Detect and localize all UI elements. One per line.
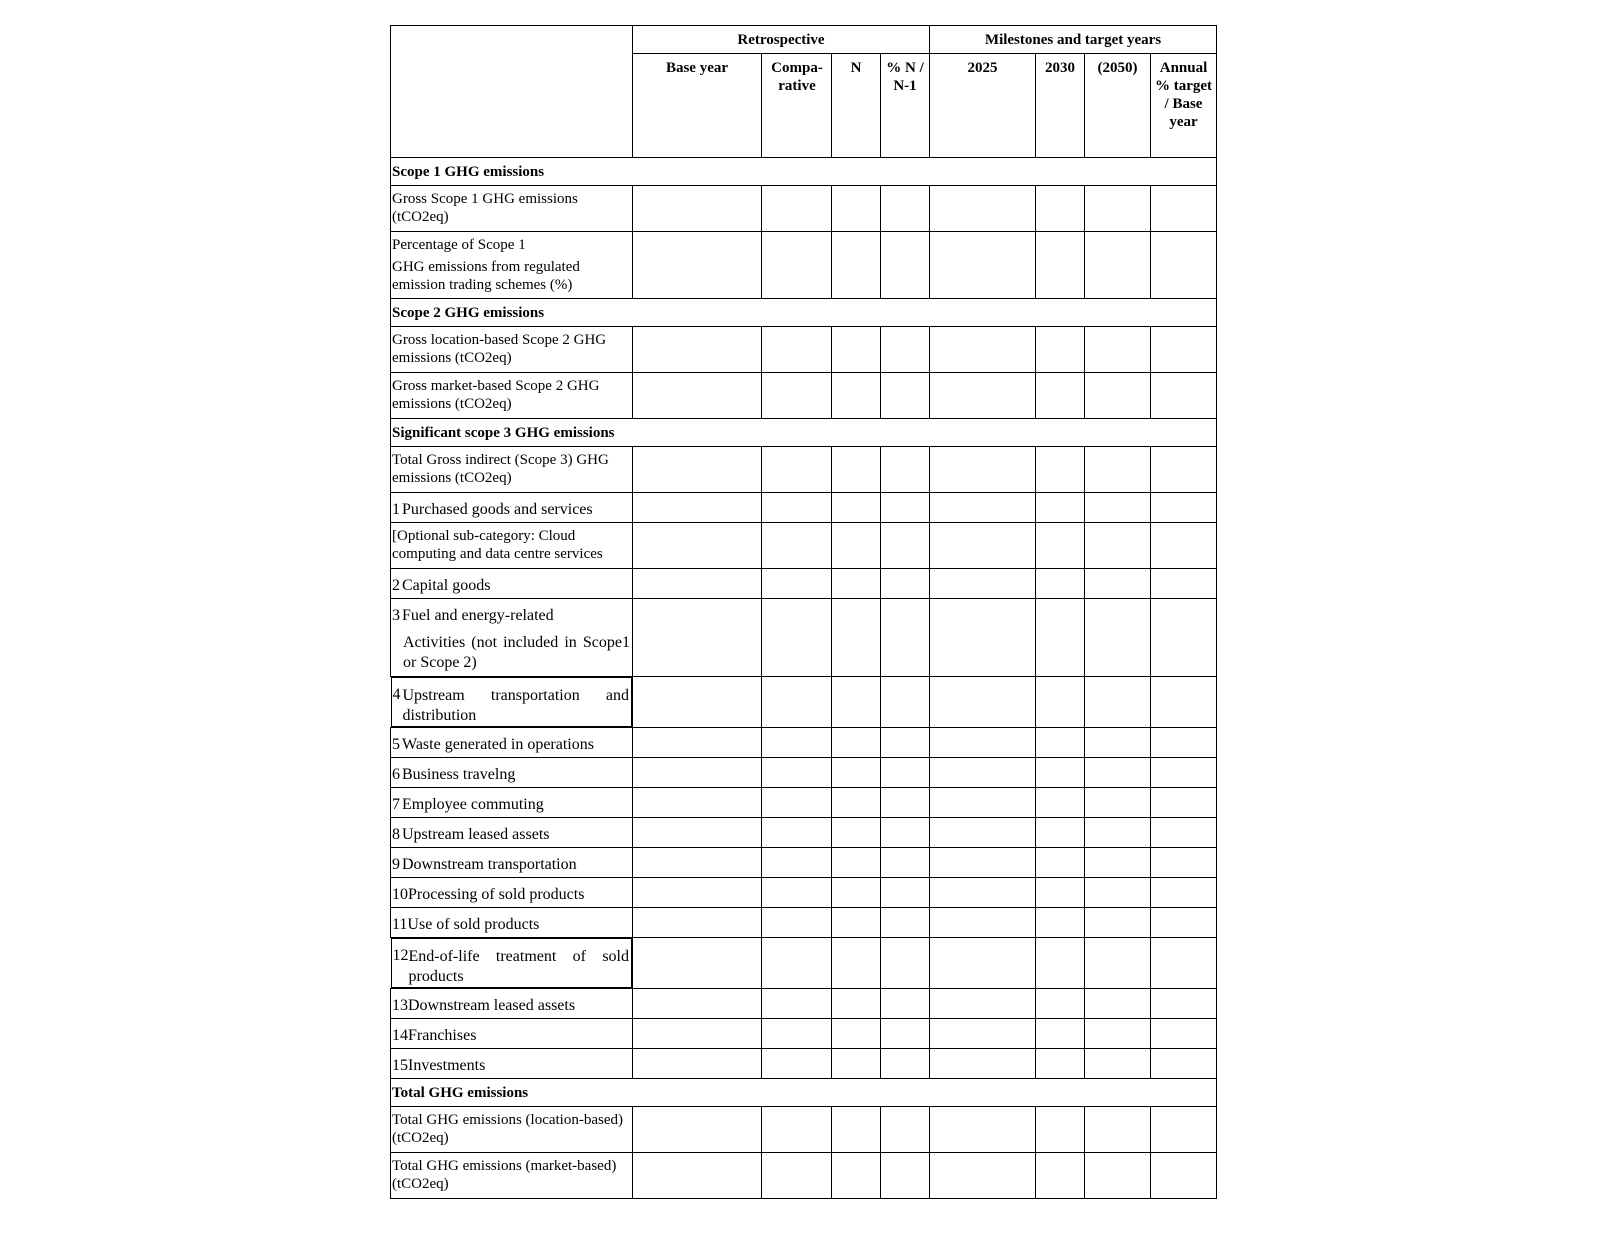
empty-data-cell <box>1085 788 1151 818</box>
group-milestones: Milestones and target years <box>930 26 1217 54</box>
col-base-year: Base year <box>633 54 762 158</box>
empty-data-cell <box>1151 523 1217 569</box>
empty-data-cell <box>1151 908 1217 938</box>
empty-data-cell <box>762 447 832 493</box>
empty-data-cell <box>1036 493 1085 523</box>
empty-data-cell <box>881 848 930 878</box>
category-label: Business travelng <box>402 766 516 783</box>
empty-data-cell <box>633 818 762 848</box>
empty-data-cell <box>762 327 832 373</box>
category-label: Downstream leased assets <box>408 997 576 1014</box>
empty-data-cell <box>881 677 930 728</box>
category-1 <box>391 493 633 523</box>
empty-data-cell <box>930 788 1036 818</box>
category-label: Fuel and energy-related <box>402 607 554 624</box>
empty-data-cell <box>881 938 930 989</box>
empty-data-cell <box>832 758 881 788</box>
empty-data-cell <box>1151 788 1217 818</box>
section-scope1: Scope 1 GHG emissions <box>391 158 1217 186</box>
empty-data-cell <box>1036 989 1085 1019</box>
empty-data-cell <box>930 758 1036 788</box>
empty-data-cell <box>633 758 762 788</box>
empty-data-cell <box>762 938 832 989</box>
empty-data-cell <box>1036 818 1085 848</box>
empty-data-cell <box>633 232 762 299</box>
empty-data-cell <box>1151 878 1217 908</box>
empty-data-cell <box>1085 989 1151 1019</box>
category-label: Purchased goods and services <box>402 501 593 518</box>
empty-data-cell <box>1036 232 1085 299</box>
empty-data-cell <box>1151 1019 1217 1049</box>
empty-data-cell <box>1036 327 1085 373</box>
empty-data-cell <box>1036 599 1085 677</box>
empty-data-cell <box>1151 373 1217 419</box>
empty-data-cell <box>762 1153 832 1199</box>
empty-data-cell <box>762 908 832 938</box>
category-number: 10 <box>392 886 408 903</box>
empty-data-cell <box>1151 677 1217 728</box>
empty-data-cell <box>832 599 881 677</box>
category-number: 6 <box>392 766 400 783</box>
empty-data-cell <box>1036 1107 1085 1153</box>
empty-data-cell <box>832 677 881 728</box>
empty-data-cell <box>1151 493 1217 523</box>
empty-data-cell <box>1036 788 1085 818</box>
section-total: Total GHG emissions <box>391 1079 1217 1107</box>
empty-data-cell <box>881 728 930 758</box>
category-number: 5 <box>392 736 400 753</box>
empty-data-cell <box>633 938 762 989</box>
empty-data-cell <box>930 989 1036 1019</box>
col-2050: (2050) <box>1085 54 1151 158</box>
category-number: 8 <box>392 826 400 843</box>
empty-data-cell <box>1085 569 1151 599</box>
empty-data-cell <box>881 493 930 523</box>
category-14 <box>391 1019 633 1049</box>
empty-data-cell <box>633 447 762 493</box>
empty-data-cell <box>930 1049 1036 1079</box>
category-6 <box>391 758 633 788</box>
empty-data-cell <box>633 677 762 728</box>
empty-data-cell <box>762 788 832 818</box>
empty-data-cell <box>930 569 1036 599</box>
empty-data-cell <box>762 728 832 758</box>
empty-data-cell <box>633 1107 762 1153</box>
empty-data-cell <box>881 788 930 818</box>
col-n: N <box>832 54 881 158</box>
empty-data-cell <box>881 818 930 848</box>
row-location-scope2: Gross location-based Scope 2 GHG emissions (tCO2eq) <box>391 327 633 373</box>
empty-data-cell <box>832 493 881 523</box>
empty-data-cell <box>1151 232 1217 299</box>
empty-data-cell <box>762 569 832 599</box>
empty-data-cell <box>1036 186 1085 232</box>
category-13 <box>391 989 633 1019</box>
empty-data-cell <box>762 186 832 232</box>
empty-data-cell <box>832 569 881 599</box>
category-label: Capital goods <box>402 577 491 594</box>
category-label-cont: Activities (not included in Scope1 or Scope 2) <box>403 634 630 671</box>
empty-data-cell <box>930 186 1036 232</box>
empty-data-cell <box>881 186 930 232</box>
empty-data-cell <box>1085 848 1151 878</box>
empty-data-cell <box>762 989 832 1019</box>
empty-data-cell <box>1151 818 1217 848</box>
empty-data-cell <box>881 908 930 938</box>
empty-data-cell <box>1085 908 1151 938</box>
empty-data-cell <box>633 878 762 908</box>
category-label: End-of-life treatment of sold products <box>408 948 629 985</box>
empty-data-cell <box>881 1107 930 1153</box>
empty-data-cell <box>633 908 762 938</box>
category-11 <box>391 908 633 938</box>
category-label: Downstream transportation <box>402 856 577 873</box>
empty-data-cell <box>762 523 832 569</box>
col-comparative <box>762 54 832 158</box>
empty-data-cell <box>1151 758 1217 788</box>
category-label: Use of sold products <box>407 916 540 933</box>
empty-data-cell <box>1036 878 1085 908</box>
empty-data-cell <box>633 327 762 373</box>
category-10 <box>391 878 633 908</box>
col-2030: 2030 <box>1036 54 1085 158</box>
empty-data-cell <box>832 989 881 1019</box>
empty-data-cell <box>832 1019 881 1049</box>
category-label: Employee commuting <box>402 796 544 813</box>
empty-data-cell <box>1036 523 1085 569</box>
empty-data-cell <box>881 1019 930 1049</box>
empty-data-cell <box>1036 728 1085 758</box>
category-15 <box>391 1049 633 1079</box>
empty-data-cell <box>832 447 881 493</box>
empty-data-cell <box>633 728 762 758</box>
empty-data-cell <box>1085 493 1151 523</box>
empty-data-cell <box>881 327 930 373</box>
category-label: Upstream transportation and distribution <box>402 687 629 724</box>
empty-data-cell <box>1151 728 1217 758</box>
category-4 <box>391 677 633 727</box>
empty-data-cell <box>762 373 832 419</box>
empty-data-cell <box>633 1049 762 1079</box>
empty-data-cell <box>1085 878 1151 908</box>
empty-data-cell <box>633 569 762 599</box>
empty-data-cell <box>762 599 832 677</box>
empty-data-cell <box>930 523 1036 569</box>
empty-data-cell <box>832 938 881 989</box>
empty-data-cell <box>762 1019 832 1049</box>
empty-data-cell <box>1151 599 1217 677</box>
category-label: Investments <box>408 1057 486 1074</box>
empty-data-cell <box>881 1153 930 1199</box>
empty-data-cell <box>633 989 762 1019</box>
category-number: 9 <box>392 856 400 873</box>
empty-data-cell <box>832 1153 881 1199</box>
empty-data-cell <box>1036 677 1085 728</box>
empty-data-cell <box>930 677 1036 728</box>
empty-data-cell <box>1151 186 1217 232</box>
section-scope3: Significant scope 3 GHG emissions <box>391 419 1217 447</box>
empty-data-cell <box>633 788 762 818</box>
empty-data-cell <box>633 493 762 523</box>
row-gross-scope1: Gross Scope 1 GHG emissions (tCO2eq) <box>391 186 633 232</box>
empty-data-cell <box>762 818 832 848</box>
empty-data-cell <box>1036 848 1085 878</box>
empty-data-cell <box>1085 1019 1151 1049</box>
empty-data-cell <box>762 878 832 908</box>
empty-data-cell <box>881 447 930 493</box>
empty-data-cell <box>832 848 881 878</box>
row-market-scope2: Gross market-based Scope 2 GHG emissions (tCO2eq) <box>391 373 633 419</box>
empty-data-cell <box>1151 327 1217 373</box>
empty-data-cell <box>832 878 881 908</box>
category-number: 2 <box>392 577 400 594</box>
row-pct-scope1-line1: Percentage of Scope 1 <box>392 237 526 253</box>
category-label: Franchises <box>408 1027 477 1044</box>
empty-data-cell <box>762 1049 832 1079</box>
empty-data-cell <box>881 989 930 1019</box>
category-label: Upstream leased assets <box>402 826 550 843</box>
empty-data-cell <box>930 878 1036 908</box>
empty-data-cell <box>1085 1049 1151 1079</box>
empty-data-cell <box>762 677 832 728</box>
empty-data-cell <box>832 1107 881 1153</box>
category-number: 3 <box>392 607 400 624</box>
empty-data-cell <box>1085 1153 1151 1199</box>
empty-data-cell <box>930 447 1036 493</box>
empty-data-cell <box>832 908 881 938</box>
empty-data-cell <box>881 373 930 419</box>
empty-data-cell <box>1151 569 1217 599</box>
col-annual-target: Annual % target / Base year <box>1151 54 1217 158</box>
row-optional-subcategory: [Optional sub-category: Cloud computing and data centre services <box>391 523 633 569</box>
category-3 <box>391 599 633 677</box>
empty-data-cell <box>633 186 762 232</box>
empty-data-cell <box>881 523 930 569</box>
empty-data-cell <box>1085 232 1151 299</box>
empty-data-cell <box>1151 848 1217 878</box>
empty-data-cell <box>1151 989 1217 1019</box>
empty-data-cell <box>633 848 762 878</box>
col-pct-n: % N / N-1 <box>881 54 930 158</box>
category-number: 7 <box>392 796 400 813</box>
col-2025: 2025 <box>930 54 1036 158</box>
empty-data-cell <box>930 818 1036 848</box>
empty-data-cell <box>832 818 881 848</box>
empty-data-cell <box>1085 728 1151 758</box>
row-total-scope3: Total Gross indirect (Scope 3) GHG emissions (tCO2eq) <box>391 447 633 493</box>
empty-data-cell <box>1151 938 1217 989</box>
empty-data-cell <box>1151 447 1217 493</box>
empty-data-cell <box>832 232 881 299</box>
category-9 <box>391 848 633 878</box>
empty-data-cell <box>930 1153 1036 1199</box>
corner-cell <box>391 26 633 158</box>
empty-data-cell <box>1151 1153 1217 1199</box>
empty-data-cell <box>633 1153 762 1199</box>
empty-data-cell <box>832 1049 881 1079</box>
empty-data-cell <box>1036 373 1085 419</box>
empty-data-cell <box>930 728 1036 758</box>
empty-data-cell <box>930 599 1036 677</box>
empty-data-cell <box>1085 938 1151 989</box>
empty-data-cell <box>930 327 1036 373</box>
empty-data-cell <box>1036 447 1085 493</box>
empty-data-cell <box>762 493 832 523</box>
empty-data-cell <box>1036 569 1085 599</box>
empty-data-cell <box>762 1107 832 1153</box>
empty-data-cell <box>832 186 881 232</box>
empty-data-cell <box>1085 447 1151 493</box>
empty-data-cell <box>762 848 832 878</box>
category-12 <box>391 938 633 988</box>
category-number: 15 <box>392 1057 408 1074</box>
empty-data-cell <box>930 493 1036 523</box>
empty-data-cell <box>1036 1019 1085 1049</box>
empty-data-cell <box>1085 373 1151 419</box>
category-number: 13 <box>392 997 408 1014</box>
empty-data-cell <box>930 232 1036 299</box>
empty-data-cell <box>633 599 762 677</box>
category-2 <box>391 569 633 599</box>
empty-data-cell <box>881 599 930 677</box>
empty-data-cell <box>832 788 881 818</box>
empty-data-cell <box>1085 186 1151 232</box>
category-number: 14 <box>392 1027 408 1044</box>
ghg-emissions-table <box>390 25 1217 1199</box>
empty-data-cell <box>1036 758 1085 788</box>
empty-data-cell <box>832 327 881 373</box>
empty-data-cell <box>930 1107 1036 1153</box>
row-pct-scope1-line2: GHG emissions from regulated emission trading schemes (%) <box>392 259 580 293</box>
empty-data-cell <box>881 232 930 299</box>
empty-data-cell <box>881 758 930 788</box>
section-scope2: Scope 2 GHG emissions <box>391 299 1217 327</box>
empty-data-cell <box>930 1019 1036 1049</box>
empty-data-cell <box>1085 523 1151 569</box>
empty-data-cell <box>1151 1049 1217 1079</box>
category-number: 12 <box>392 947 409 964</box>
empty-data-cell <box>881 569 930 599</box>
row-total-market: Total GHG emissions (market-based) (tCO2eq) <box>391 1153 633 1199</box>
empty-data-cell <box>930 373 1036 419</box>
empty-data-cell <box>1085 1107 1151 1153</box>
empty-data-cell <box>1085 758 1151 788</box>
empty-data-cell <box>930 848 1036 878</box>
row-total-location: Total GHG emissions (location-based) (tCO2eq) <box>391 1107 633 1153</box>
category-number: 4 <box>392 686 401 703</box>
category-label: Waste generated in operations <box>402 736 594 753</box>
empty-data-cell <box>832 728 881 758</box>
category-7 <box>391 788 633 818</box>
category-number: 1 <box>392 501 400 518</box>
empty-data-cell <box>881 1049 930 1079</box>
row-pct-scope1 <box>391 232 633 299</box>
group-retrospective: Retrospective <box>633 26 930 54</box>
empty-data-cell <box>1036 938 1085 989</box>
empty-data-cell <box>1085 677 1151 728</box>
empty-data-cell <box>1036 908 1085 938</box>
empty-data-cell <box>930 908 1036 938</box>
empty-data-cell <box>1085 327 1151 373</box>
category-5 <box>391 728 633 758</box>
col-comparative-label: Compa- rative <box>771 60 823 94</box>
empty-data-cell <box>1151 1107 1217 1153</box>
empty-data-cell <box>633 1019 762 1049</box>
empty-data-cell <box>930 938 1036 989</box>
category-8 <box>391 818 633 848</box>
empty-data-cell <box>1036 1049 1085 1079</box>
empty-data-cell <box>1036 1153 1085 1199</box>
empty-data-cell <box>633 373 762 419</box>
empty-data-cell <box>832 373 881 419</box>
empty-data-cell <box>881 878 930 908</box>
empty-data-cell <box>832 523 881 569</box>
empty-data-cell <box>762 758 832 788</box>
category-label: Processing of sold products <box>408 886 585 903</box>
empty-data-cell <box>762 232 832 299</box>
empty-data-cell <box>1085 818 1151 848</box>
empty-data-cell <box>1085 599 1151 677</box>
empty-data-cell <box>633 523 762 569</box>
category-number: 11 <box>392 916 408 933</box>
